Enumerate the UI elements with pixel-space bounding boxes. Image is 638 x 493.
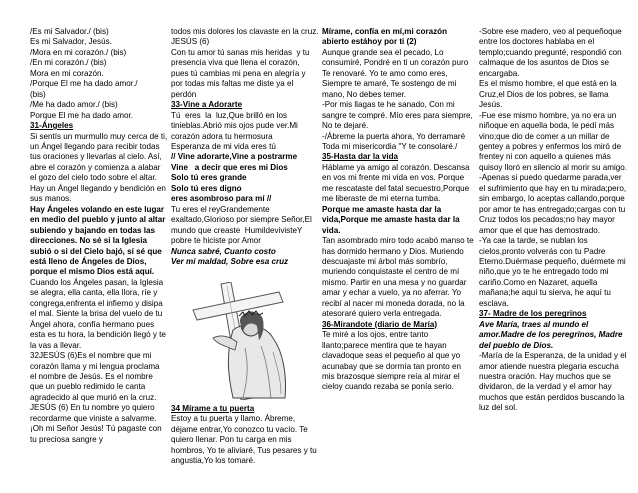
col3-paragraph: 36-Mirandote (diario de María): [322, 319, 438, 329]
col1-paragraph: Porque El me ha dado amor.: [30, 110, 134, 120]
jesus-carrying-cross-illustration: [173, 282, 319, 400]
col2b-paragraph: Estoy a tu puerta y llamo. Ábreme, déjame entrar,Yo conozco tu vacío. Te quiero llenar. Pon tu carga en mis hombros, Yo te aliviaré, Tus pesares y tu angustia,Yo los tomaré.: [171, 414, 317, 466]
col3-paragraph: Háblame ya amigo al corazón. Descansa en vos mi frente mi vida en vos. Porque me rescataste del fatal secuestro,Porque me liberaste de mi eterna tumba.: [322, 162, 472, 204]
column-1: [30, 27, 168, 445]
col1-paragraph: Es mi Salvador, Jesús.: [30, 37, 112, 47]
col3-paragraph: Aunque grande sea el pecado, Lo consumiré, Pondré en ti un corazón puro Te renovaré. Yo te amo como eres, Siempre te amaré, Te sostengo de mi mano, No debes temer.: [322, 47, 471, 99]
col3-paragraph: Mírame, confía en mí,mi corazón abierto estáhoy por ti (2): [322, 27, 450, 47]
col4-paragraph: -María de la Esperanza, de la unidad y el amor atiende nuestra plegaria escucha nuestra oración. Hay muchos que se dividaron, de la verdad y el amor hay muchos que están perdidos buscando la luz del sol.: [479, 351, 629, 413]
col2-paragraph: todos mis dolores los clavaste en la cruz. JESÚS (6): [171, 27, 324, 47]
col4-paragraph: Ave María, traes al mundo el amor.Madre de los peregrinos, Madre del pueblo de Dios.: [479, 319, 625, 350]
column-4: [479, 27, 629, 414]
col1-paragraph: /Me ha dado amor./ (bis): [30, 100, 118, 110]
col4-paragraph: -Ya cae la tarde, se nublan los cielos,pronto volverás con tu Padre Eterno.Duérmase pequeño, duérmete mi niño,que yo te he entregado todo mi cariño.Como en Nazaret, aquella mañana;he aquí tu sierva, he aquí tu esclava.: [479, 236, 628, 308]
col2-paragraph: 33-Vine a Adorarte: [171, 100, 243, 110]
col3-paragraph: -Por mis llagas te he sanado, Con mi sangre te compré. Mío eres para siempre, No te dejaré.: [322, 100, 475, 131]
col3-paragraph: Porque me amaste hasta dar la vida,Porque me amaste hasta dar la vida.: [322, 204, 462, 235]
col2-paragraph: Tu eres el reyGrandemente exaltado,Glorioso por siempre Señor,El mundo que creaste HumildevivisteY pobre te hiciste por Amor: [171, 204, 315, 246]
col2-paragraph: Con tu amor tú sanas mis heridas y tu presencia viva que llena el corazón, pues tú cambias mi pena en alegría y por todas mis faltas me diste ya el perdón: [171, 47, 312, 99]
col1-paragraph: /En mi corazón./ (bis): [30, 58, 107, 68]
col4-paragraph: -Sobre ese madero, veo al pequeñoque entre los doctores hablaba en el templo;cuando pregunté, respondió con calmaque de los asuntos de Dios se encargaba.: [479, 27, 624, 78]
col4-paragraph: -Apenas si puedo quedarme parada,ver el sufrimiento que hay en tu mirada;pero, sin embargo, lo aceptas callando,porque por amor te has entregado;cargas con tu Cruz todos los pecados;no hay mayor amor que el que has demostrado.: [479, 173, 629, 235]
col4-paragraph: Es el mismo hombre, el que está en la Cruz,el Dios de los pobres, se llama Jesús.: [479, 79, 619, 110]
col1-paragraph: Mora en mi corazón.: [30, 68, 104, 78]
col3-paragraph: 35-Hasta dar la vida: [322, 152, 399, 162]
col1-paragraph: Si sentís un murmullo muy cerca de ti, un Ángel llegando para recibir todas tus oraciones y llevarlas al cielo. Así, abre el corazón y comienza a alabar el gozo del cielo todo sobre el altar. Hay un Ángel llegando y bendición en sus manos.: [30, 131, 170, 204]
col1-paragraph: /Mora en mi corazón./ (bis): [30, 47, 127, 57]
col3-paragraph: -/Ábreme la puerta ahora, Yo derramaré Toda mi misericordia "Y te consolaré./: [322, 131, 468, 151]
col3-paragraph: Tan asombrado miro todo acabó manso te has dormido hermano y Dios. Muriendo descuajaste mi árbol más sombrío, muriendo conquistaste el centro de mí mismo. Partir en una mesa y no guardar amar y echar a vuelo, ya no aferrar. Yo recibí al nacer mi moneda dorada, no la atesoraré quiero verla entregada.: [322, 236, 476, 319]
column-3: [322, 27, 475, 393]
col1-paragraph: Cuando los Ángeles pasan, la Iglesia se alegra, ella canta, ella llora, ríe y congrega,enfrenta el infierno y disipa el mal. Siente la brisa del vuelo de tu Ángel ahora, confía hermano pues esta es tu hora, la bendición llegó y te la vas a llevar.: [30, 277, 169, 350]
col1-paragraph: /Es mi Salvador./ (bis): [30, 27, 109, 36]
col4-paragraph: 37- Madre de los peregrinos: [479, 309, 587, 319]
column-2: [171, 27, 324, 267]
col1-paragraph: 31-Ángeles: [30, 121, 74, 131]
col2-paragraph: Esperanza de mi vida eres tú: [171, 141, 276, 151]
col4-paragraph: -Fue ese mismo hombre, ya no era un niñoque en aquella boda, le pedí más vino;que dio de comer a un millar de gentey a pobres y enfermos los miró de frentey ni con aquello a quienes más quisoy lloró en silencio al morir su amigo.: [479, 110, 627, 172]
col1-paragraph: /Porque El me ha dado amor./: [30, 79, 138, 89]
col2-paragraph: Tú eres la luz,Que brilló en los tinieblas.Abrió mis ojos pude ver.Mi corazón adora tu hermosura: [171, 110, 301, 141]
col2b-paragraph: 34 Mírame a tu puerta: [171, 404, 255, 413]
col2-paragraph: Solo tú eres grande: [171, 173, 247, 183]
col3-paragraph: Te miré a los ojos, entre tanto llanto;parece mentira que te hayan clavadoque seas el pequeño al que yo acunabay que se dormía tan pronto en mis brazosque siempre reía al mirar el cieloy cuando rezaba se ponía serio.: [322, 330, 464, 392]
col2-paragraph: eres asombroso para mí //: [171, 194, 272, 204]
col1-paragraph: (bis): [30, 89, 46, 99]
col2-paragraph: // Vine adorarte,Vine a postrarme: [171, 152, 298, 162]
col2-paragraph: Nunca sabré, Cuanto costo: [171, 246, 276, 256]
column-2-bottom: [171, 404, 319, 467]
col1-paragraph: 32JESÚS (6)Es el nombre que mi corazón llama y mi lengua proclama el nombre de Jesús. Es el nombre que un pueblo redimido le canta agradecido al que murió en la cruz. JESÚS (6) En tu nombre yo quiero recordarme que viniste a salvarme.¡Oh mi Señor Jesús! Tú pagaste con tu preciosa sangre y: [30, 351, 164, 444]
col1-paragraph: Hay Ángeles volando en este lugar en medio del pueblo y junto al altar subiendo y bajando en todas las direcciones. No sé si la Iglesia subió o si del Cielo bajó, sí sé que está lleno de Ángeles de Dios, porque el mismo Dios está aquí.: [30, 204, 168, 277]
col2-paragraph: Solo tú eres digno: [171, 183, 242, 193]
col2-paragraph: Vine a decir que eres mi Dios: [171, 162, 288, 172]
col2-paragraph: Ver mi maldad, Sobre esa cruz: [171, 256, 289, 266]
